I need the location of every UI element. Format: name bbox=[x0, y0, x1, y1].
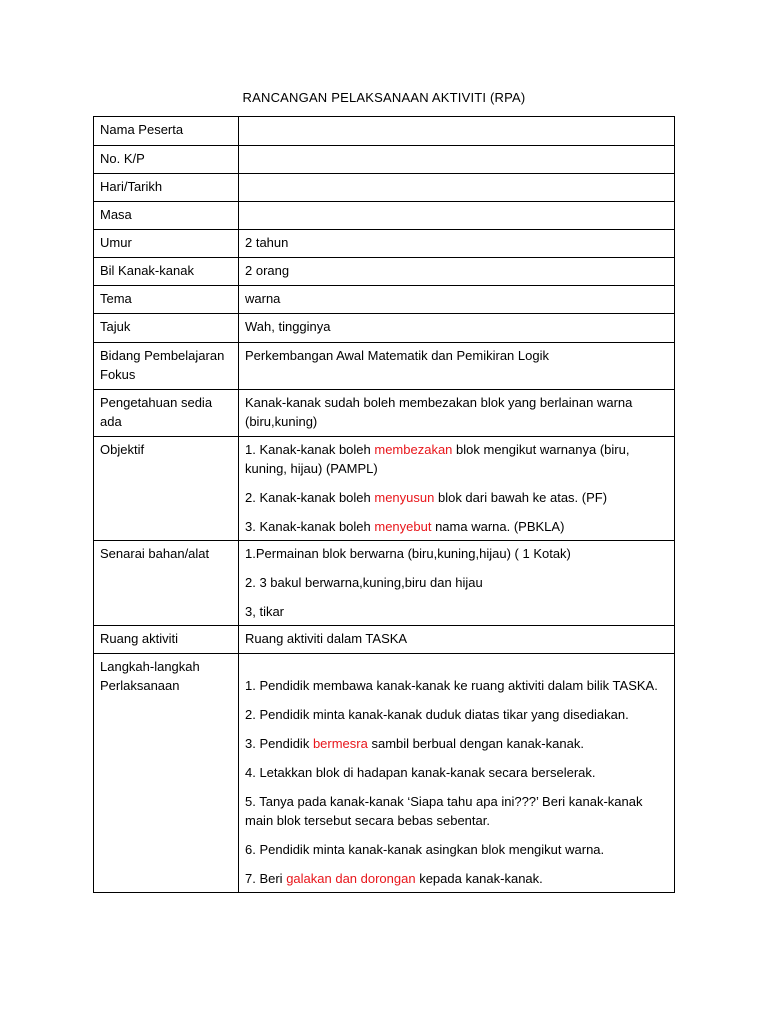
row-label: Masa bbox=[94, 202, 239, 230]
text-segment: 5. Tanya pada kanak-kanak ‘Siapa tahu apa ini???’ Beri kanak-kanak main blok tersebut secara bebas sebentar. bbox=[245, 794, 643, 828]
table-row bbox=[94, 230, 675, 258]
row-value: Perkembangan Awal Matematik dan Pemikiran Logik bbox=[239, 343, 675, 390]
row-value: 2 tahun bbox=[239, 230, 675, 258]
text-segment: 7. Beri bbox=[245, 871, 287, 886]
material-list bbox=[239, 541, 675, 626]
row-label: Bil Kanak-kanak bbox=[94, 258, 239, 286]
step-item bbox=[245, 869, 668, 888]
step-item bbox=[245, 763, 668, 782]
row-label: No. K/P bbox=[94, 146, 239, 174]
material-item: 1.Permainan blok berwarna (biru,kuning,hijau) ( 1 Kotak) bbox=[245, 546, 571, 561]
step-item bbox=[245, 792, 668, 830]
text-segment: blok dari bawah ke atas. (PF) bbox=[434, 490, 608, 505]
row-value bbox=[239, 174, 675, 202]
row-value bbox=[239, 146, 675, 174]
row-label: Senarai bahan/alat bbox=[94, 541, 239, 626]
row-label: Tajuk bbox=[94, 314, 239, 343]
row-label: Pengetahuan sedia ada bbox=[94, 390, 239, 437]
row-value: Ruang aktiviti dalam TASKA bbox=[239, 626, 675, 654]
table-row bbox=[94, 117, 675, 146]
material-item: 2. 3 bakul berwarna,kuning,biru dan hijau bbox=[245, 575, 483, 590]
table-row bbox=[94, 437, 675, 541]
objective-list bbox=[239, 437, 675, 541]
row-label: Nama Peserta bbox=[94, 117, 239, 146]
table-row bbox=[94, 202, 675, 230]
row-value: Wah, tingginya bbox=[239, 314, 675, 343]
row-value bbox=[239, 202, 675, 230]
objective-item bbox=[245, 488, 668, 507]
step-item bbox=[245, 840, 668, 859]
table-row bbox=[94, 541, 675, 626]
text-segment: 4. Letakkan blok di hadapan kanak-kanak secara berselerak. bbox=[245, 765, 596, 780]
text-segment: sambil berbual dengan kanak-kanak. bbox=[367, 736, 584, 751]
highlight-text: menyebut bbox=[374, 519, 432, 534]
table-row bbox=[94, 286, 675, 314]
row-value: warna bbox=[239, 286, 675, 314]
highlight-text: membezakan bbox=[374, 442, 453, 457]
text-segment: 1. Pendidik membawa kanak-kanak ke ruang aktiviti dalam bilik TASKA. bbox=[245, 678, 658, 693]
table-row bbox=[94, 390, 675, 437]
objective-item bbox=[245, 517, 668, 536]
text-segment: 6. Pendidik minta kanak-kanak asingkan blok mengikut warna. bbox=[245, 842, 605, 857]
highlight-text: menyusun bbox=[374, 490, 435, 505]
step-item bbox=[245, 676, 668, 695]
row-label: Objektif bbox=[94, 437, 239, 541]
table-row bbox=[94, 626, 675, 654]
step-item bbox=[245, 734, 668, 753]
row-label: Tema bbox=[94, 286, 239, 314]
text-segment: kepada kanak-kanak. bbox=[415, 871, 543, 886]
table-row bbox=[94, 174, 675, 202]
table-row bbox=[94, 258, 675, 286]
table-row bbox=[94, 146, 675, 174]
row-value: Kanak-kanak sudah boleh membezakan blok yang berlainan warna (biru,kuning) bbox=[239, 390, 675, 437]
text-segment: nama warna. (PBKLA) bbox=[431, 519, 565, 534]
row-value: 2 orang bbox=[239, 258, 675, 286]
row-label: Hari/Tarikh bbox=[94, 174, 239, 202]
document-title: RANCANGAN PELAKSANAAN AKTIVITI (RPA) bbox=[242, 90, 526, 105]
text-segment: 2. Pendidik minta kanak-kanak duduk diatas tikar yang disediakan. bbox=[245, 707, 629, 722]
row-label: Bidang Pembelajaran Fokus bbox=[94, 343, 239, 390]
text-segment: 3. Pendidik bbox=[245, 736, 313, 751]
highlight-text: galakan dan dorongan bbox=[286, 871, 416, 886]
row-label: Umur bbox=[94, 230, 239, 258]
highlight-text: bermesra bbox=[312, 736, 368, 751]
text-segment: 3. Kanak-kanak boleh bbox=[245, 519, 375, 534]
rpa-table bbox=[93, 116, 675, 893]
step-list bbox=[239, 654, 675, 893]
row-label: Ruang aktiviti bbox=[94, 626, 239, 654]
row-label: Langkah-langkah Perlaksanaan bbox=[94, 654, 239, 893]
text-segment: 2. Kanak-kanak boleh bbox=[245, 490, 375, 505]
text-segment: blok mengikut warnanya (biru, kuning, hijau) (PAMPL) bbox=[245, 442, 630, 476]
material-item: 3, tikar bbox=[245, 604, 285, 619]
text-segment: 1. Kanak-kanak boleh bbox=[245, 442, 375, 457]
table-row bbox=[94, 314, 675, 343]
row-value bbox=[239, 117, 675, 146]
table-row bbox=[94, 343, 675, 390]
step-item bbox=[245, 705, 668, 724]
table-row bbox=[94, 654, 675, 893]
objective-item bbox=[245, 440, 668, 478]
